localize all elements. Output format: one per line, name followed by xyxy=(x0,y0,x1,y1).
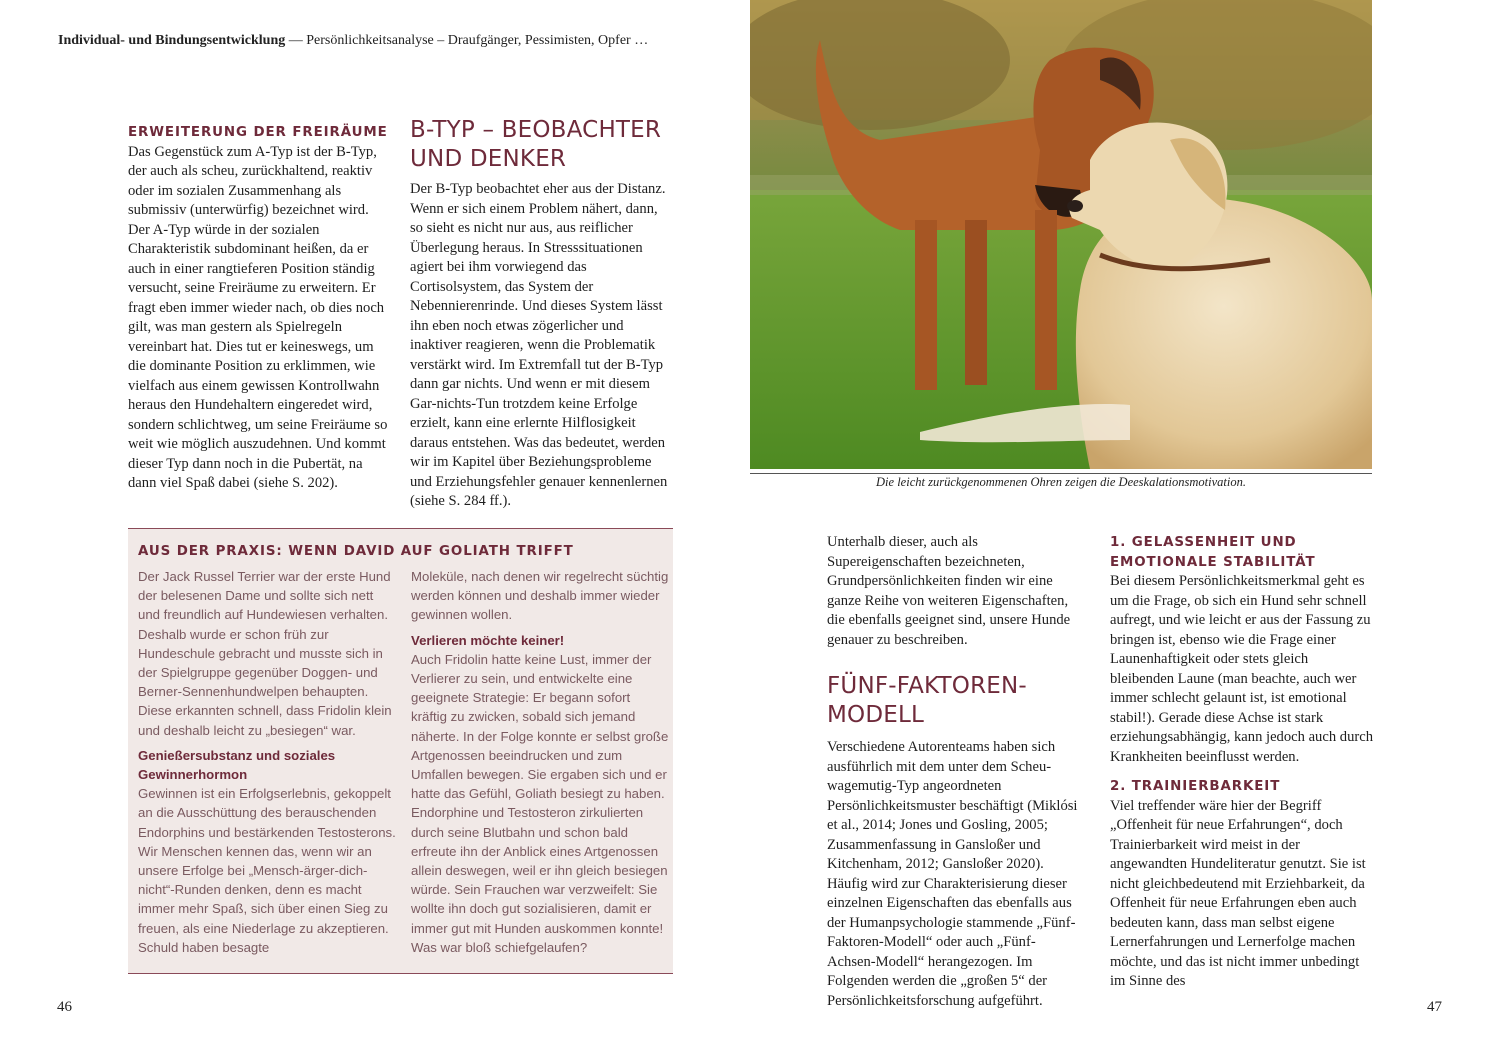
right-page xyxy=(750,0,1500,1059)
praxis-column-2 xyxy=(411,567,669,957)
praxis-text-1-continued: Moleküle, nach denen wir regelrecht süchtig werden können und deshalb immer wieder gewinnen wollen. xyxy=(411,569,669,623)
praxis-box xyxy=(128,528,673,974)
dog-photo-illustration xyxy=(750,0,1372,469)
praxis-text-2: Auch Fridolin hatte keine Lust, immer der Verlierer zu sein, und entwickelte eine geeignete Strategie: Er begann sofort kräftig zu zwicken, sobald sich jemand näherte. In der Folge konnte er selbst große Artgenossen beeindrucken und zum Umfallen bewegen. Sie ergaben sich und er hatte das Gefühl, Goliath besiegt zu haben. Endorphine und Testosteron zirkulierten durch seine Blutbahn und schon bald erfreute ihn der Anblick eines Artgenossen allein deswegen, weil er ihn gleich besiegen würde. Sein Frauchen war verzweifelt: Sie wollte ihn doch gut sozialisieren, damit er immer gut mit Hunden auskommen konnte! Was war bloß schiefgelaufen? xyxy=(411,651,669,955)
heading-erweiterung: ERWEITERUNG DER FREIRÄUME xyxy=(128,125,388,140)
page-number-left: 46 xyxy=(57,999,72,1015)
praxis-text-1: Gewinnen ist ein Erfolgserlebnis, gekoppelt an die Ausschüttung des berauschenden Endorphins und bestärkenden Testosterons. Wir Menschen kennen das, wenn wir an unsere Erfolge bei „Mensch-ärger-dich-nicht“-Runden denken, denn es macht immer mehr Spaß, sich über einen Sieg zu freuen, als eine Niederlage zu akzeptieren. Schuld haben besagte xyxy=(138,786,396,955)
praxis-column-1 xyxy=(138,567,396,957)
column-fuenf-faktoren xyxy=(827,533,1083,1011)
running-head-section: Persönlichkeitsanalyse – Draufgänger, Pessimisten, Opfer … xyxy=(306,33,649,48)
heading-trainierbarkeit: 2. TRAINIERBARKEIT xyxy=(1110,779,1281,794)
photo-rule xyxy=(750,473,1372,474)
body-fuenf-faktoren: Verschiedene Autorenteams haben sich ausführlich mit dem unter dem Scheu-wagemutig-Typ angeordneten Persönlichkeitsmuster beschäftigt (Miklósi et al., 2014; Jones und Gosling, 2005; Zusammenfassung in Gansloßer und Kitchenham, 2012; Gansloßer 2020). Häufig wird zur Charakterisierung dieser einzelnen Eigenschaften das ebenfalls aus der Humanpsychologie stammende „Fünf-Faktoren-Modell“ oder auch „Fünf-Achsen-Modell“ herangezogen. Im Folgenden werden die „großen 5“ der Persönlichkeitsforschung aufgeführt. xyxy=(827,739,1078,1009)
heading-fuenf-faktoren: FÜNF-FAKTOREN-MODELL xyxy=(827,673,1027,728)
heading-b-typ: B-TYP – BEOBACHTER UND DENKER xyxy=(410,117,662,172)
body-gelassenheit: Bei diesem Persönlichkeitsmerkmal geht es um die Frage, ob sich ein Hund sehr schnell aufregt, und wie leicht er aus der Fassung zu bringen ist, ebenso wie die Frage einer Launenhaftigkeit oder stets gleich bleibenden Laune (man beachte, auch wer immer schlecht gelaunt ist, ist emotional stabil!). Gerade diese Achse ist stark erziehungsabhängig, kann jedoch auch durch Krankheiten beeinflusst werden. xyxy=(1110,573,1373,765)
photo-caption: Die leicht zurückgenommenen Ohren zeigen die Deeskalationsmotivation. xyxy=(876,475,1246,489)
column-faktoren-liste xyxy=(1110,533,1373,992)
running-head xyxy=(58,33,648,49)
dog-photo xyxy=(750,0,1372,469)
body-trainierbarkeit: Viel treffender wäre hier der Begriff „Offenheit für neue Erfahrungen“, doch Trainierbarkeit wird meist in der angewandten Hundeliteratur genutzt. Sie ist nicht gleichbedeutend mit Erziehbarkeit, da Offenheit für neue Erfahrungen eben auch bedeuten kann, dass man selbst eigene Lernerfahrungen und Lernerfolge machen möchte, und das ist nicht immer unbedingt im Sinne des xyxy=(1110,797,1366,989)
body-b-typ: Der B-Typ beobachtet eher aus der Distanz. Wenn er sich einem Problem nähert, dann, so sieht es nicht nur aus, aus reiflicher Überlegung heraus. In Stresssituationen agiert bei ihm vorwiegend das Cortisolsystem, das System der Nebennierenrinde. Und dieses System lässt ihn eben noch etwas zögerlicher und inaktiver reagieren, wenn die Problematik verstärkt wird. Im Extremfall tut der B-Typ dann gar nichts. Und wenn er mit diesem Gar-nichts-Tun trotzdem keine Erfolge erzielt, kann eine erlernte Hilflosigkeit daraus entstehen. Was das bedeutet, werden wir im Kapitel über Beziehungsprobleme und Erziehungsfehler genauer kennenlernen (siehe S. 284 ff.). xyxy=(410,181,668,509)
page-number-right: 47 xyxy=(1427,999,1442,1015)
body-intro-supereigenschaften: Unterhalb dieser, auch als Supereigenschaften bezeichneten, Grundpersönlichkeiten finden wir eine ganze Reihe von weiteren Eigenschaften, die ebenfalls geeignet sind, unsere Hunde genauer zu beschreiben. xyxy=(827,534,1071,648)
column-erweiterung xyxy=(128,123,390,494)
heading-gelassenheit: 1. GELASSENHEIT UND EMOTIONALE STABILITÄT xyxy=(1110,535,1316,570)
body-erweiterung: Das Gegenstück zum A-Typ ist der B-Typ, der auch als scheu, zurückhaltend, reaktiv oder im sozialen Zusammenhang als submissiv (unterwürfig) bezeichnet wird. Der A-Typ würde in der sozialen Charakteristik subdominant heißen, da er auch in einer rangtieferen Position ständig versucht, seine Freiräume zu erweitern. Er fragt eben immer wieder nach, ob dies noch gilt, was man gestern als Spielregeln vereinbart hat. Dies tut er keineswegs, um die dominante Position zu erklimmen, wie vielfach aus einem gewissen Kontrollwahn heraus den Hundehaltern eingeredet wird, sondern schlichtweg, um seine Freiräume so weit wie möglich auszudehnen. Und kommt dieser Typ dann noch in die Pubertät, na dann viel Spaß dabei (siehe S. 202). xyxy=(128,143,388,491)
praxis-subheading-2: Verlieren möchte keiner! xyxy=(411,632,565,648)
running-head-chapter: Individual- und Bindungsentwicklung xyxy=(58,33,286,48)
running-head-separator: — xyxy=(288,33,303,48)
column-b-typ xyxy=(410,116,674,512)
praxis-subheading-1: Genießersubstanz und soziales Gewinnerhormon xyxy=(138,747,336,783)
praxis-intro: Der Jack Russel Terrier war der erste Hund der belesenen Dame und sollte sich nett und freundlich auf Hundewiesen verhalten. Deshalb wurde er schon früh zur Hundeschule gebracht und musste sich in der Spielgruppe gegenüber Doggen- und Berner-Sennenhundwelpen behaupten. Diese erkannten schnell, dass Fridolin klein und deshalb leicht zu „besiegen“ war. xyxy=(138,569,392,738)
praxis-title: AUS DER PRAXIS: WENN DAVID AUF GOLIATH TRIFFT xyxy=(138,544,574,559)
